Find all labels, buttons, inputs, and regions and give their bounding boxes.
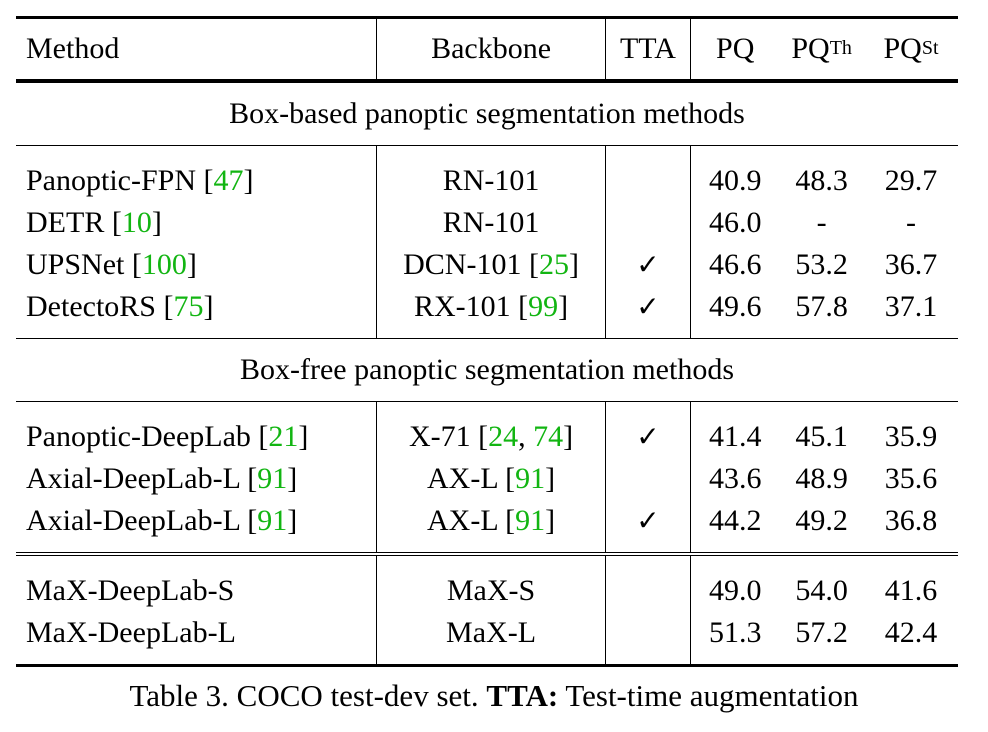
pq-th-cell: 49.2 [779, 500, 864, 554]
pq-th-cell: 53.2 [795, 248, 848, 281]
method-cell: MaX-DeepLab-S [26, 574, 235, 607]
pq-cell: 43.6 [691, 458, 780, 500]
citation-link[interactable]: 91 [515, 504, 546, 537]
citation-link[interactable]: 100 [141, 248, 187, 281]
pq-st-cell: - [906, 206, 916, 239]
pq-cell: 49.0 [691, 554, 780, 612]
header-pq: PQ [691, 18, 780, 82]
pq-st-cell: 35.6 [884, 462, 938, 495]
tta-check-icon: ✓ [605, 286, 690, 339]
citation-link[interactable]: 75 [173, 290, 204, 323]
citation-link[interactable]: 74 [533, 420, 564, 453]
section-box-free [16, 339, 958, 402]
backbone-cell: RN-101 [377, 146, 605, 203]
tta-cell [605, 458, 690, 500]
tta-check-icon: ✓ [605, 244, 690, 286]
table-row [16, 500, 958, 554]
header-backbone: Backbone [377, 18, 605, 82]
table-row [16, 202, 958, 244]
citation-link[interactable]: 91 [257, 504, 288, 537]
tta-cell [605, 202, 690, 244]
section-title: Box-based panoptic segmentation methods [16, 81, 958, 146]
method-cell: Axial-DeepLab-L [91] [16, 500, 377, 554]
pq-cell: 40.9 [691, 146, 780, 203]
citation-link[interactable]: 47 [213, 164, 244, 197]
backbone-cell: RN-101 [377, 202, 605, 244]
method-cell: MaX-DeepLab-L [16, 612, 377, 666]
pq-th-cell: - [816, 206, 827, 239]
citation-link[interactable]: 91 [257, 462, 288, 495]
pq-st-cell: 37.1 [864, 286, 958, 339]
table-row [16, 286, 958, 339]
header-row [16, 18, 958, 82]
pq-st-cell: 35.9 [884, 420, 938, 453]
backbone-cell: MaX-S [377, 554, 605, 612]
header-tta: TTA [605, 18, 690, 82]
section-box-based [16, 81, 958, 146]
backbone-cell: AX-L [91] [377, 500, 605, 554]
section-title: Box-free panoptic segmentation methods [16, 339, 958, 402]
header-pq-st: $PQ^{St}$ [864, 18, 958, 82]
citation-link[interactable]: 21 [268, 420, 299, 453]
citation-link[interactable]: 25 [538, 248, 569, 281]
tta-check-icon: ✓ [605, 500, 690, 554]
citation-link[interactable]: 10 [121, 206, 152, 239]
tta-cell [605, 146, 690, 203]
citation-link[interactable]: 99 [528, 290, 559, 323]
citation-link[interactable]: 24 [488, 420, 519, 453]
pq-cell: 49.6 [691, 286, 780, 339]
table-row [16, 146, 958, 203]
backbone-cell: MaX-L [377, 612, 605, 666]
table-row [16, 612, 958, 666]
method-cell: Axial-DeepLab-L [91] [26, 462, 298, 495]
backbone-cell: RX-101 [99] [377, 286, 605, 339]
table-row [16, 458, 958, 500]
pq-st-cell: 41.6 [884, 574, 938, 607]
method-cell: DETR [10] [26, 206, 162, 239]
pq-cell: 44.2 [691, 500, 780, 554]
tta-check-icon: ✓ [605, 402, 690, 459]
pq-th-cell: 45.1 [795, 420, 848, 453]
backbone-cell: X-71 [24, 74] [377, 402, 605, 459]
backbone-cell: AX-L [91] [377, 458, 605, 500]
pq-cell: 51.3 [691, 612, 780, 666]
table-row [16, 402, 958, 459]
pq-st-cell: 36.7 [884, 248, 938, 281]
method-cell: DetectoRS [75] [16, 286, 377, 339]
results-table [16, 16, 958, 667]
pq-th-cell: 57.2 [779, 612, 864, 666]
table-row [16, 554, 958, 612]
citation-link[interactable]: 91 [515, 462, 546, 495]
method-cell: Panoptic-FPN [47] [26, 164, 254, 197]
tta-cell [605, 554, 690, 612]
table-caption: Table 3. COCO test-dev set. TTA: Test-time augmentation [129, 678, 859, 713]
pq-st-cell: 29.7 [884, 164, 938, 197]
pq-st-cell: 42.4 [864, 612, 958, 666]
header-pq-th: $PQ^{Th}$ [779, 18, 864, 82]
pq-cell: 41.4 [691, 402, 780, 459]
method-cell: UPSNet [100] [26, 248, 197, 281]
pq-th-cell: 54.0 [795, 574, 848, 607]
pq-th-cell: 48.9 [795, 462, 848, 495]
pq-th-cell: 57.8 [779, 286, 864, 339]
method-cell: Panoptic-DeepLab [21] [26, 420, 309, 453]
pq-st-cell: 36.8 [864, 500, 958, 554]
tta-cell [605, 612, 690, 666]
table-row [16, 244, 958, 286]
backbone-cell: DCN-101 [25] [377, 244, 605, 286]
pq-th-cell: 48.3 [795, 164, 848, 197]
pq-cell: 46.0 [691, 202, 780, 244]
pq-cell: 46.6 [691, 244, 780, 286]
header-method: Method [16, 18, 377, 82]
